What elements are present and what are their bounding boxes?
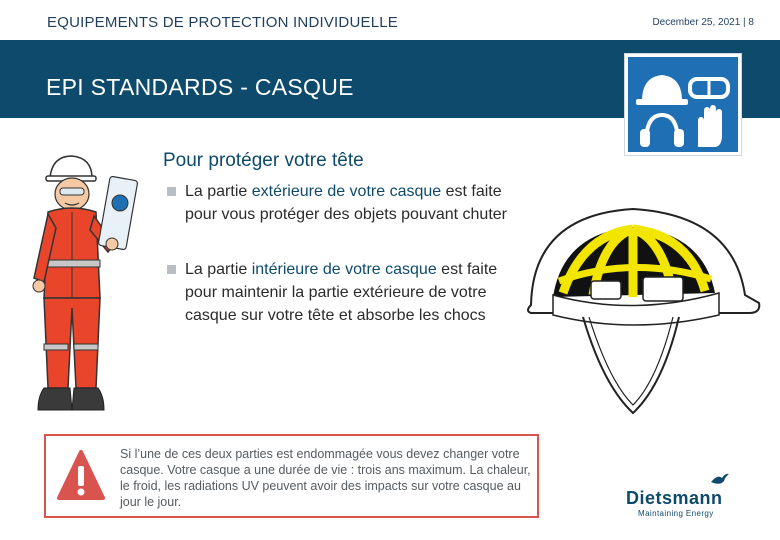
bullet-highlight: intérieure de votre casque: [251, 261, 437, 278]
bullet-exterior: [167, 180, 507, 226]
logo-name: Dietsmann: [626, 488, 723, 508]
bullet-interior: [167, 258, 507, 327]
subheading: Pour protéger votre tête: [163, 150, 364, 171]
bullet-suffix: est faite pour maintenir la partie extérieure de votre casque sur votre tête et absorbe les chocs: [185, 261, 498, 324]
bullet-marker: [167, 265, 176, 274]
helmet-cutaway-illustration: [523, 185, 763, 425]
logo-tagline: Maintaining Energy: [638, 509, 714, 518]
bullet-prefix: La partie: [185, 261, 252, 278]
bullet-highlight: extérieure de votre casque: [251, 183, 442, 200]
date-page-number: December 25, 2021 | 8: [652, 17, 754, 28]
bullet-prefix: La partie: [185, 183, 252, 200]
section-title: EQUIPEMENTS DE PROTECTION INDIVIDUELLE: [47, 14, 398, 31]
dietsmann-bird-icon: [710, 472, 730, 488]
dietsmann-logo: [618, 472, 748, 522]
bullet-suffix: est faite pour vous protéger des objets pouvant chuter: [185, 183, 507, 223]
ppe-equipment-icon: [625, 54, 741, 155]
slide-title: EPI STANDARDS - CASQUE: [46, 74, 354, 100]
top-bar: [0, 0, 780, 40]
worker-illustration: [30, 148, 140, 418]
warning-box: [44, 434, 539, 518]
bullet-marker: [167, 187, 176, 196]
exclamation-warning-icon: [56, 448, 106, 503]
warning-text: Si l’une de ces deux parties est endommagée vous devez changer votre casque. Votre casque a une durée de vie : trois ans maximum. La chaleur, le froid, les radiations UV peuvent avoir des impacts sur votre casque au jour le jour.: [120, 447, 531, 509]
